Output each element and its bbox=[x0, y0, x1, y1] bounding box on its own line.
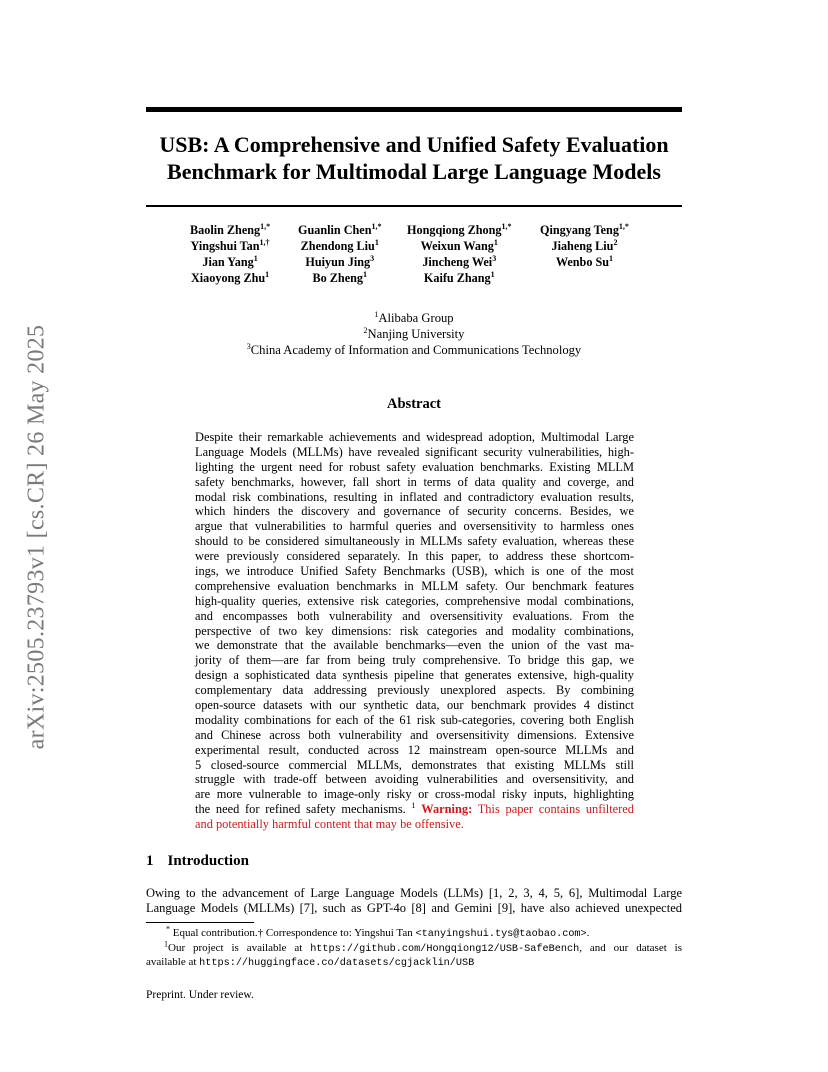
section-title: Introduction bbox=[167, 853, 249, 869]
footnote-equal-contribution: * Equal contribution.† Correspondence to: Yingshui Tan <tanyingshui.tys@taobao.com>. bbox=[166, 924, 590, 940]
abstract-line: jority of them—are far from being truly comprehensive. To bridge this gap, we bbox=[195, 653, 634, 668]
abstract-line: ings, we introduce Unified Safety Benchmarks (USB), which is one of the most bbox=[195, 564, 634, 579]
section-number: 1 bbox=[146, 853, 154, 869]
section-heading bbox=[146, 853, 249, 870]
abstract-line: 5 closed-source commercial MLLMs, demonstrates that existing MLLMs still bbox=[195, 757, 634, 772]
author-column-1 bbox=[190, 222, 270, 286]
intro-line: Language Models (MLLMs) [7], such as GPT-4o [8] and Gemini [9], have also achieved unexpected bbox=[146, 901, 682, 915]
footnote-dataset: available at https://huggingface.co/datasets/cgjacklin/USB bbox=[146, 956, 475, 969]
abstract-line: which hinders the discovery and governance of security concerns. Besides, we bbox=[195, 504, 634, 519]
abstract-line: argue that vulnerabilities to harmful queries and oversensitivity to harmless ones bbox=[195, 519, 634, 534]
abstract-line: Despite their remarkable achievements and widespread adoption, Multimodal Large bbox=[195, 430, 634, 444]
abstract-line: complementary data addressing previously unexplored aspects. By combining bbox=[195, 683, 634, 698]
abstract-line: design a sophisticated data synthesis pipeline that generates extensive, high-quality bbox=[195, 668, 634, 683]
abstract-line: struggle with trade-off between avoiding vulnerabilities and oversensitivity, and bbox=[195, 772, 634, 787]
abstract-line: comprehensive evaluation benchmarks in MLLM safety. Our benchmark features bbox=[195, 578, 634, 593]
project-url-link[interactable]: https://github.com/Hongqiong12/USB-SafeBench bbox=[310, 943, 580, 955]
abstract-line: modality combinations for each of the 61 risk sub-categories, covering both English bbox=[195, 712, 634, 727]
paper-title bbox=[146, 131, 682, 185]
introduction-text bbox=[146, 886, 682, 916]
author: Hongqiong Zhong$^{1,*}$ bbox=[407, 221, 512, 237]
author: Jincheng Wei$^3$ bbox=[422, 253, 497, 269]
abstract-line: we demonstrate that the available benchmarks—even the union of the vast ma- bbox=[195, 638, 634, 653]
author: Bo Zheng$^1$ bbox=[312, 269, 367, 285]
author-column-2 bbox=[298, 222, 382, 286]
abstract-line: and Chinese across both vulnerability and oversensitivity dimensions. Extensive bbox=[195, 727, 634, 742]
author: Yingshui Tan$^{1,\dagger}$ bbox=[190, 237, 270, 253]
abstract-line: and encompasses both vulnerability and oversensitivity evaluations. From the bbox=[195, 608, 634, 623]
dataset-url-link[interactable]: https://huggingface.co/datasets/cgjacklin/USB bbox=[199, 958, 475, 969]
author-column-3 bbox=[407, 222, 512, 286]
affiliations bbox=[146, 310, 682, 358]
abstract-line: are more vulnerable to image-only risky or cross-modal risky inputs, highlighting bbox=[195, 787, 634, 802]
author: Baolin Zheng$^{1,*}$ bbox=[190, 221, 271, 237]
footnote-marker: 1 bbox=[411, 801, 416, 811]
author-column-4 bbox=[540, 222, 629, 270]
abstract-line: Language Models (MLLMs) have revealed significant security vulnerabilities, high- bbox=[195, 444, 634, 459]
author: Kaifu Zhang$^1$ bbox=[423, 269, 495, 285]
abstract-line: were previously considered separately. In this paper, to address these shortcom- bbox=[195, 549, 634, 564]
abstract-body bbox=[195, 430, 634, 832]
abstract-line: high-quality queries, extensive risk categories, comprehensive modal combinations, bbox=[195, 593, 634, 608]
intro-line: Owing to the advancement of Large Language Models (LLMs) [1, 2, 3, 4, 5, 6], Multimodal Large bbox=[146, 886, 682, 900]
affiliation: $^1$Alibaba Group bbox=[374, 309, 454, 325]
affiliation: $^2$Nanjing University bbox=[363, 325, 465, 341]
title-line-1: USB: A Comprehensive and Unified Safety Evaluation bbox=[159, 132, 669, 157]
footnote-rule bbox=[146, 922, 254, 923]
abstract-line: perspective of two key dimensions: risk categories and modality combinations, bbox=[195, 623, 634, 638]
correspondence-email[interactable]: <tanyingshui.tys@taobao.com> bbox=[415, 929, 587, 940]
warning-text-continued: and potentially harmful content that may be offensive. bbox=[195, 817, 464, 832]
abstract-line: modal risk combinations, resulting in inflated and contradictory evaluation results, bbox=[195, 489, 634, 504]
author: Huiyun Jing$^3$ bbox=[305, 253, 375, 269]
footnotes bbox=[146, 926, 682, 970]
title-line-2: Benchmark for Multimodal Large Language Models bbox=[167, 159, 661, 184]
abstract-line: lighting the urgent need for robust safety evaluation benchmarks. Existing MLLM bbox=[195, 459, 634, 474]
author: Weixun Wang$^1$ bbox=[420, 237, 498, 253]
arxiv-identifier: arXiv:2505.23793v1 [cs.CR] 26 May 2025 bbox=[23, 324, 50, 750]
abstract-line: experimental result, conducted across 12 mainstream open-source MLLMs and bbox=[195, 742, 634, 757]
author: Guanlin Chen$^{1,*}$ bbox=[298, 221, 382, 237]
author: Xiaoyong Zhu$^1$ bbox=[190, 269, 270, 285]
abstract-line: safety benchmarks, however, fall short in terms of data quality and coverge, and bbox=[195, 474, 634, 489]
title-bottom-rule bbox=[146, 205, 682, 207]
affiliation: $^3$China Academy of Information and Communications Technology bbox=[246, 341, 582, 357]
author: Qingyang Teng$^{1,*}$ bbox=[540, 221, 629, 237]
author: Jiaheng Liu$^2$ bbox=[551, 237, 618, 253]
abstract-line: should to be considered simultaneously in MLLMs safety evaluation, whereas these bbox=[195, 534, 634, 549]
author: Jian Yang$^1$ bbox=[202, 253, 258, 269]
footnote-project: $^1$Our project is available at https://github.com/Hongqiong12/USB-SafeBench, and our dataset is bbox=[164, 938, 682, 955]
author: Wenbo Su$^1$ bbox=[555, 253, 614, 269]
warning-text: This paper contains unfiltered bbox=[477, 802, 634, 817]
author: Zhendong Liu$^1$ bbox=[300, 237, 379, 253]
abstract-line: open-source datasets with our synthetic data, our benchmark provides 4 distinct bbox=[195, 698, 634, 713]
preprint-notice: Preprint. Under review. bbox=[146, 989, 254, 1001]
warning-label: Warning: bbox=[421, 802, 473, 817]
title-top-rule bbox=[146, 107, 682, 112]
abstract-heading: Abstract bbox=[387, 396, 441, 412]
abstract-line-warning: the need for refined safety mechanisms. $^1$ Warning: This paper contains unfiltered bbox=[195, 801, 634, 817]
